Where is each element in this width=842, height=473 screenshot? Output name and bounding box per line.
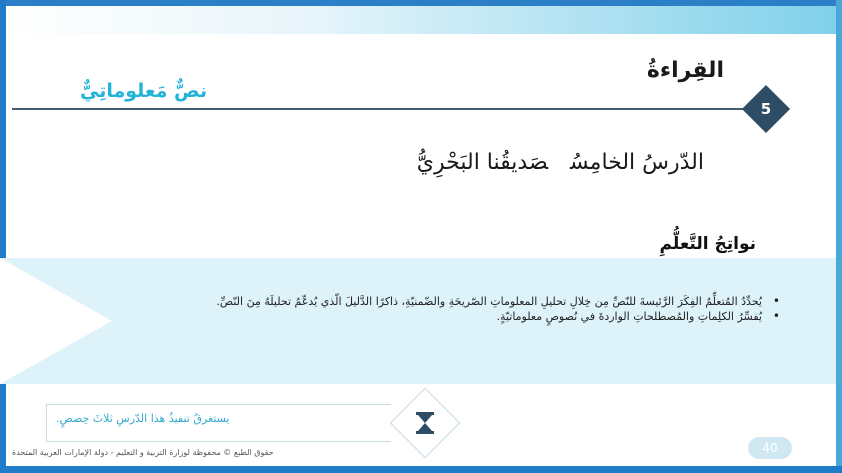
outcomes-list [140, 294, 780, 324]
lesson-label: الدّرسُ الخامِسُ [570, 150, 704, 175]
band-arrow-shape [0, 258, 112, 384]
left-border [0, 0, 6, 473]
divider-line [12, 108, 744, 110]
outcome-item: • يُحدِّدُ المُتعلِّمُ الفِكَرَ الرَّئيسةَ للنّصِّ مِن خِلالِ تحليلِ المعلوماتِ الصّريحَةِ والضّمنيّةِ، ذاكرًا الدَّليلَ الّذي يُدعِّمُ تحليلَهُ مِنَ النّصِّ. [140, 294, 780, 309]
right-border [836, 0, 842, 473]
header-stripe [0, 0, 842, 6]
text-type-label: نصٌّ مَعلوماتِيٌّ [80, 80, 208, 102]
lesson-title [395, 150, 704, 175]
lesson-name: صَديقُنا البَحْرِيُّ [416, 150, 549, 175]
copyright-footer: حقوق الطبع © محفوظة لوزارة التربية و التعليم - دولة الإمارات العربية المتحدة [12, 448, 274, 457]
bottom-border [0, 466, 842, 473]
outcomes-heading: نواتِجُ التَّعلُّمِ [659, 234, 756, 254]
hourglass-icon [410, 408, 440, 438]
outcome-item: • يُفسِّرُ الكلِماتِ والمُصطلحاتِ الواردةَ في نُصوصٍ معلوماتيّةٍ. [140, 309, 780, 324]
lesson-number: 5 [760, 100, 772, 118]
page-number: 40 [748, 437, 792, 459]
category-title: القِراءةُ [646, 58, 724, 83]
time-note: يستغرقُ تنفيذُ هذا الدّرسِ ثلاثَ حِصصٍ. [56, 412, 230, 425]
